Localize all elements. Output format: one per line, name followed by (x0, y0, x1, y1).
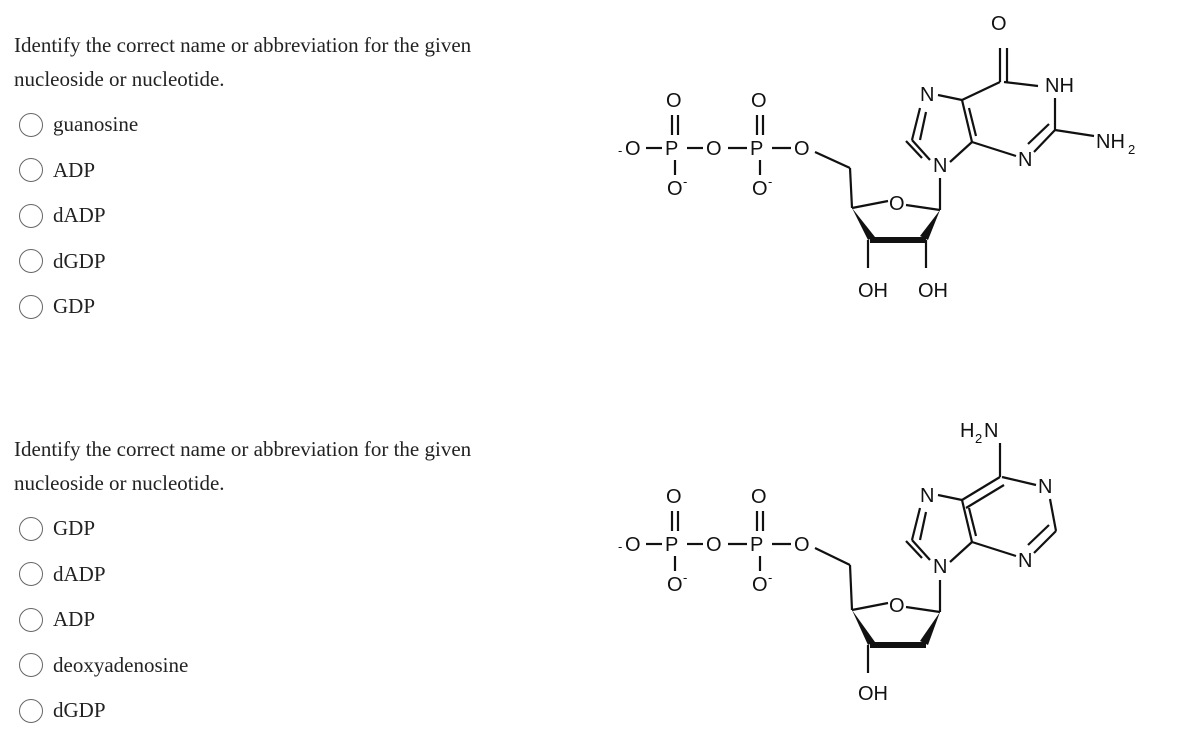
atom-label: O (889, 193, 905, 215)
atom-label: O (752, 574, 768, 596)
bond-line (950, 542, 972, 562)
atom-label: O (794, 138, 810, 160)
option-deoxyadenosine[interactable] (14, 643, 554, 689)
atom-label: P (750, 534, 764, 556)
atom-label: N (933, 155, 948, 177)
atom-label: - (683, 570, 688, 585)
atom-label: O (667, 178, 683, 200)
atom-label: N (984, 420, 999, 442)
atom-label: OH (858, 683, 888, 705)
bond-line (906, 205, 940, 210)
answer-options (14, 102, 554, 330)
bond-line (966, 485, 1004, 508)
bond-line (1034, 130, 1055, 152)
structure-1-image (600, 0, 1200, 315)
option-label: dGDP (53, 248, 106, 273)
option-label: dADP (53, 561, 106, 586)
atom-label: - (768, 174, 773, 189)
option-label: GDP (53, 516, 96, 541)
wedge-bond (852, 610, 875, 645)
bond-line (815, 152, 850, 168)
atom-label: O (752, 178, 768, 200)
option-adp[interactable] (14, 597, 554, 643)
atom-label: OH (858, 280, 888, 302)
atom-label: O (667, 574, 683, 596)
radio-button[interactable] (19, 295, 43, 319)
atom-label: O (751, 486, 767, 508)
bond-line (850, 168, 852, 208)
radio-button[interactable] (19, 608, 43, 632)
atom-label: P (665, 138, 679, 160)
atom-label: P (665, 534, 679, 556)
option-dgdp[interactable] (14, 688, 554, 734)
bond-line (920, 512, 926, 540)
radio-button[interactable] (19, 699, 43, 723)
bond-line (852, 603, 888, 610)
option-label: deoxyadenosine (53, 652, 189, 677)
atom-label: O (991, 13, 1007, 35)
radio-button[interactable] (19, 204, 43, 228)
option-label: GDP (53, 294, 96, 319)
atom-label: N (1018, 149, 1033, 171)
bond-line (1050, 499, 1056, 531)
wedge-bond (920, 612, 940, 645)
atom-label: O (794, 534, 810, 556)
atom-label: - (683, 174, 688, 189)
bond-line (850, 565, 852, 610)
atom-label: O (625, 534, 641, 556)
option-adp[interactable] (14, 148, 554, 194)
option-label: ADP (53, 607, 96, 632)
structure-2-image (600, 405, 1200, 720)
prompt-line-1: Identify the correct name or abbreviation for the given (14, 33, 472, 57)
atom-label: N (1038, 476, 1053, 498)
atom-label: O (706, 534, 722, 556)
bond-line (962, 82, 1000, 100)
atom-label: OH (918, 280, 948, 302)
bond-line (1034, 531, 1056, 553)
bond-line (912, 108, 920, 140)
atom-label: O (889, 595, 905, 617)
question-2 (14, 432, 554, 734)
option-dadp[interactable] (14, 193, 554, 239)
option-gdp[interactable] (14, 284, 554, 330)
bond-line (938, 95, 962, 100)
bond-line (906, 607, 940, 612)
prompt-line-2: nucleoside or nucleotide. (14, 471, 225, 495)
bond-line (950, 142, 972, 162)
wedge-bond (852, 208, 875, 240)
bond-line (1055, 130, 1094, 136)
atom-label: O (751, 90, 767, 112)
molecule-structure (600, 0, 1200, 310)
prompt-line-1: Identify the correct name or abbreviation for the given (14, 437, 472, 461)
atom-label: H (960, 420, 975, 442)
atom-label: - (618, 539, 623, 554)
atom-label: NH (1096, 131, 1125, 153)
option-gdp[interactable] (14, 506, 554, 552)
radio-button[interactable] (19, 562, 43, 586)
bond-line (1004, 82, 1038, 86)
atom-label: O (666, 90, 682, 112)
option-guanosine[interactable] (14, 102, 554, 148)
radio-button[interactable] (19, 113, 43, 137)
option-label: ADP (53, 157, 96, 182)
prompt-line-2: nucleoside or nucleotide. (14, 67, 225, 91)
question-1 (14, 28, 554, 330)
bond-line (962, 477, 1000, 500)
bond-line (972, 542, 1016, 556)
atom-label: N (920, 84, 935, 106)
radio-button[interactable] (19, 249, 43, 273)
question-1-prompt (14, 28, 554, 96)
bond-line (938, 495, 962, 500)
molecule-structure (600, 405, 1200, 715)
atom-label: P (750, 138, 764, 160)
option-label: dADP (53, 203, 106, 228)
wedge-bond (920, 210, 940, 240)
radio-button[interactable] (19, 517, 43, 541)
atom-label: O (706, 138, 722, 160)
atom-label: - (768, 570, 773, 585)
bond-line (815, 548, 850, 565)
answer-options (14, 506, 554, 734)
atom-label: O (625, 138, 641, 160)
atom-label: NH (1045, 75, 1074, 97)
radio-button[interactable] (19, 653, 43, 677)
bond-line (920, 112, 926, 140)
option-dgdp[interactable] (14, 239, 554, 285)
bond-line (962, 100, 972, 142)
bond-line (972, 142, 1016, 156)
atom-label: - (618, 143, 623, 158)
atom-label: N (1018, 550, 1033, 572)
atom-label: 2 (1128, 142, 1136, 157)
atom-label: O (666, 486, 682, 508)
bond-line (1002, 477, 1036, 485)
radio-button[interactable] (19, 158, 43, 182)
option-dadp[interactable] (14, 552, 554, 598)
atom-label: 2 (975, 431, 983, 446)
bond-line (852, 201, 888, 208)
atom-label: N (933, 556, 948, 578)
question-2-prompt (14, 432, 554, 500)
option-label: guanosine (53, 112, 139, 137)
bond-line (912, 508, 920, 540)
atom-label: N (920, 485, 935, 507)
option-label: dGDP (53, 698, 106, 723)
